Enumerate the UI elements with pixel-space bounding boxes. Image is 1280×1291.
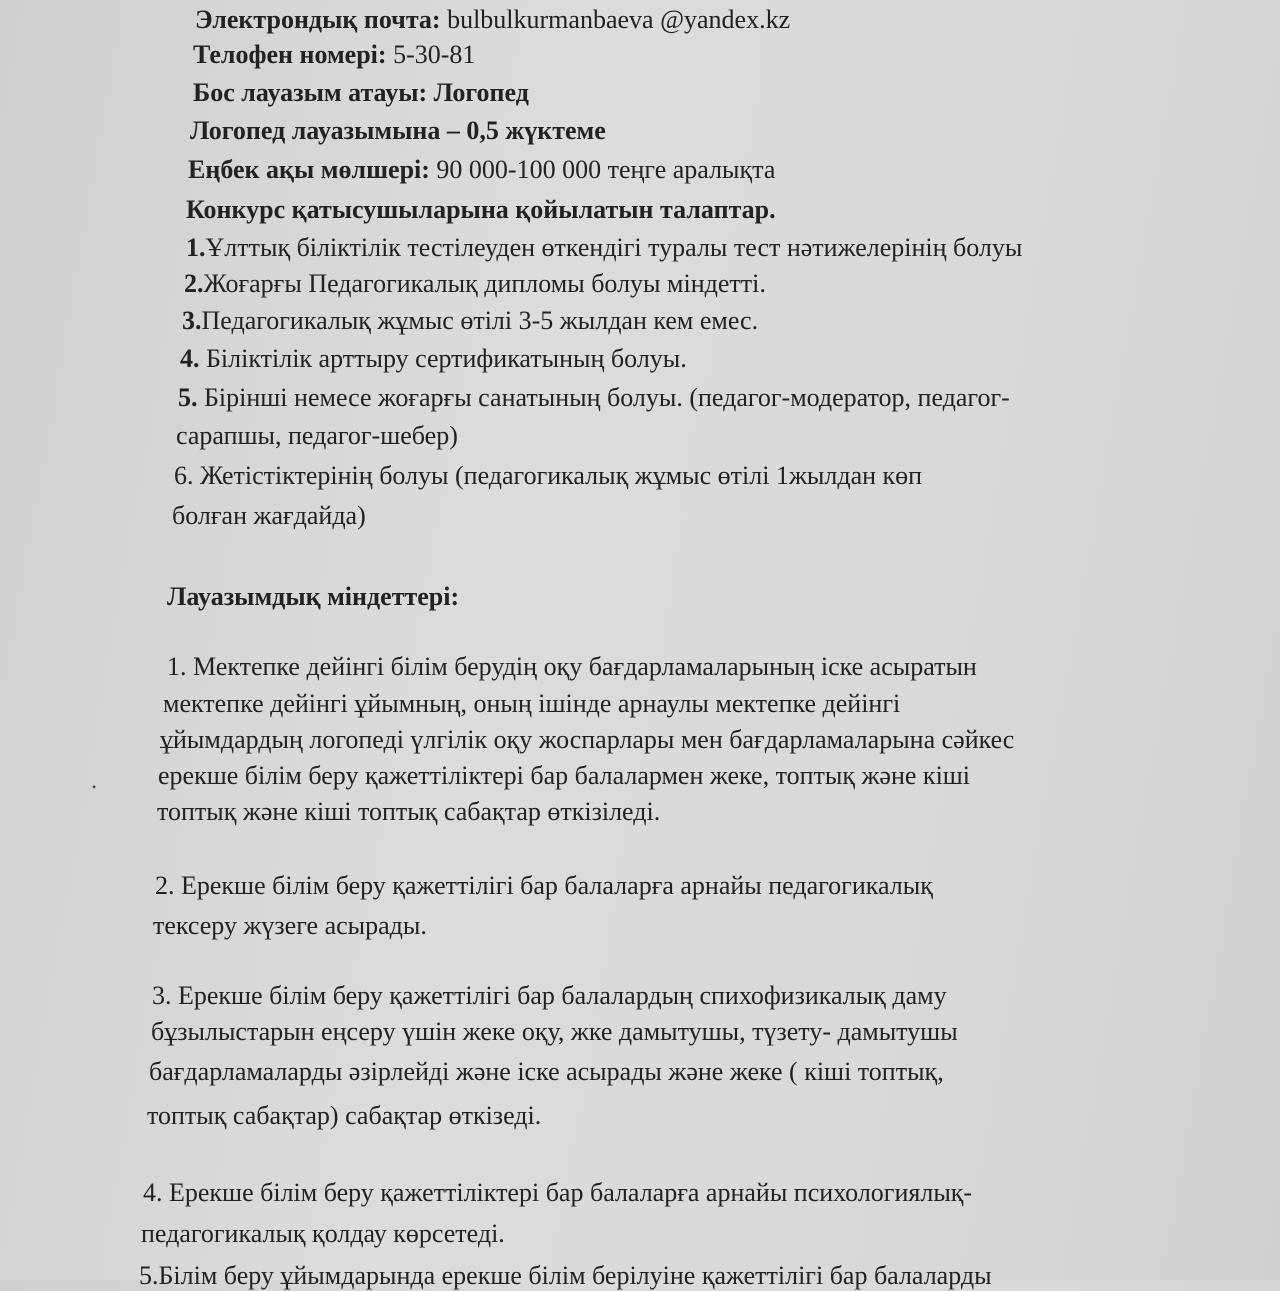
salary-label: Еңбек ақы мөлшері: <box>188 155 430 184</box>
position-line <box>193 78 529 108</box>
duty-line: 3. Ерекше білім беру қажеттілігі бар балалардың спихофизикалық даму <box>152 981 947 1010</box>
requirement-item-cont: сарапшы, педагог-шебер) <box>176 421 458 450</box>
email-value: bulbulkurmanbaeva @yandex.kz <box>447 5 791 34</box>
load-line: Логопед лауазымына – 0,5 жүктеме <box>190 116 606 145</box>
item-text: Жоғарғы Педагогикалық дипломы болуы міндетті. <box>203 269 766 298</box>
duty-line: 1. Мектепке дейінгі білім берудің оқу бағдарламаларының іске асыратын <box>167 652 977 681</box>
requirements-heading: Конкурс қатысушыларына қойылатын талаптар. <box>186 195 776 224</box>
email-label: Электрондық почта: <box>195 5 441 34</box>
duty-line: тексеру жүзеге асырады. <box>153 911 427 940</box>
item-number: 1. <box>186 233 206 262</box>
duty-line: бағдарламаларды әзірлейді және іске асырады және жеке ( кіші топтық, <box>149 1057 944 1086</box>
duty-line: 5.Білім беру ұйымдарында ерекше білім берілуіне қажеттілігі бар балаларды <box>139 1261 992 1290</box>
requirement-item <box>182 306 758 336</box>
duties-heading: Лауазымдық міндеттері: <box>167 582 460 611</box>
position-label: Бос лауазым атауы: <box>193 78 428 107</box>
item-text: Ұлттық біліктілік тестілеуден өткендігі туралы тест нәтижелерінің болуы <box>205 233 1023 262</box>
item-number: 5. <box>178 383 198 412</box>
item-number: 4. <box>180 344 200 373</box>
requirement-item <box>178 383 1010 413</box>
item-text: Бірінші немесе жоғарғы санатының болуы. (педагог-модератор, педагог- <box>197 383 1010 412</box>
duty-line: топтық және кіші топтық сабақтар өткізіледі. <box>157 797 661 826</box>
duty-line: ерекше білім беру қажеттіліктері бар балалармен жеке, топтық және кіші <box>158 761 971 790</box>
position-value: Логопед <box>433 78 529 107</box>
phone-value: 5-30-81 <box>393 40 476 69</box>
item-text: Педагогикалық жұмыс өтілі 3-5 жылдан кем емес. <box>201 306 759 335</box>
phone-line <box>193 40 475 70</box>
duty-line: мектепке дейінгі ұйымның, оның ішінде арнаулы мектепке дейінгі <box>163 689 901 718</box>
duty-line: ұйымдардың логопеді үлгілік оқу жоспарлары мен бағдарламаларына сәйкес <box>160 725 1015 754</box>
requirement-item <box>184 269 766 299</box>
item-text: Біліктілік арттыру сертификатының болуы. <box>199 344 687 373</box>
requirement-item <box>180 344 687 374</box>
duty-line: топтық сабақтар) сабақтар өткізеді. <box>147 1101 542 1130</box>
paper-speck: • <box>92 780 97 794</box>
item-number: 3. <box>182 306 202 335</box>
salary-line <box>188 155 775 185</box>
requirement-item-cont: болған жағдайда) <box>172 501 366 530</box>
duty-line: 4. Ерекше білім беру қажеттіліктері бар балаларға арнайы психологиялық- <box>143 1178 973 1207</box>
duty-line: 2. Ерекше білім беру қажеттілігі бар балаларға арнайы педагогикалық <box>155 871 933 900</box>
duty-line: бұзылыстарын еңсеру үшін жеке оқу, жке дамытушы, түзету- дамытушы <box>151 1017 958 1046</box>
phone-label: Телофен номері: <box>193 40 387 69</box>
requirement-item: 6. Жетістіктерінің болуы (педагогикалық жұмыс өтілі 1жылдан көп <box>174 461 923 490</box>
email-line <box>195 5 790 35</box>
salary-value: 90 000-100 000 теңге аралықта <box>436 155 776 184</box>
requirement-item <box>186 233 1022 263</box>
duty-line: педагогикалық қолдау көрсетеді. <box>141 1219 505 1248</box>
item-number: 2. <box>184 269 204 298</box>
